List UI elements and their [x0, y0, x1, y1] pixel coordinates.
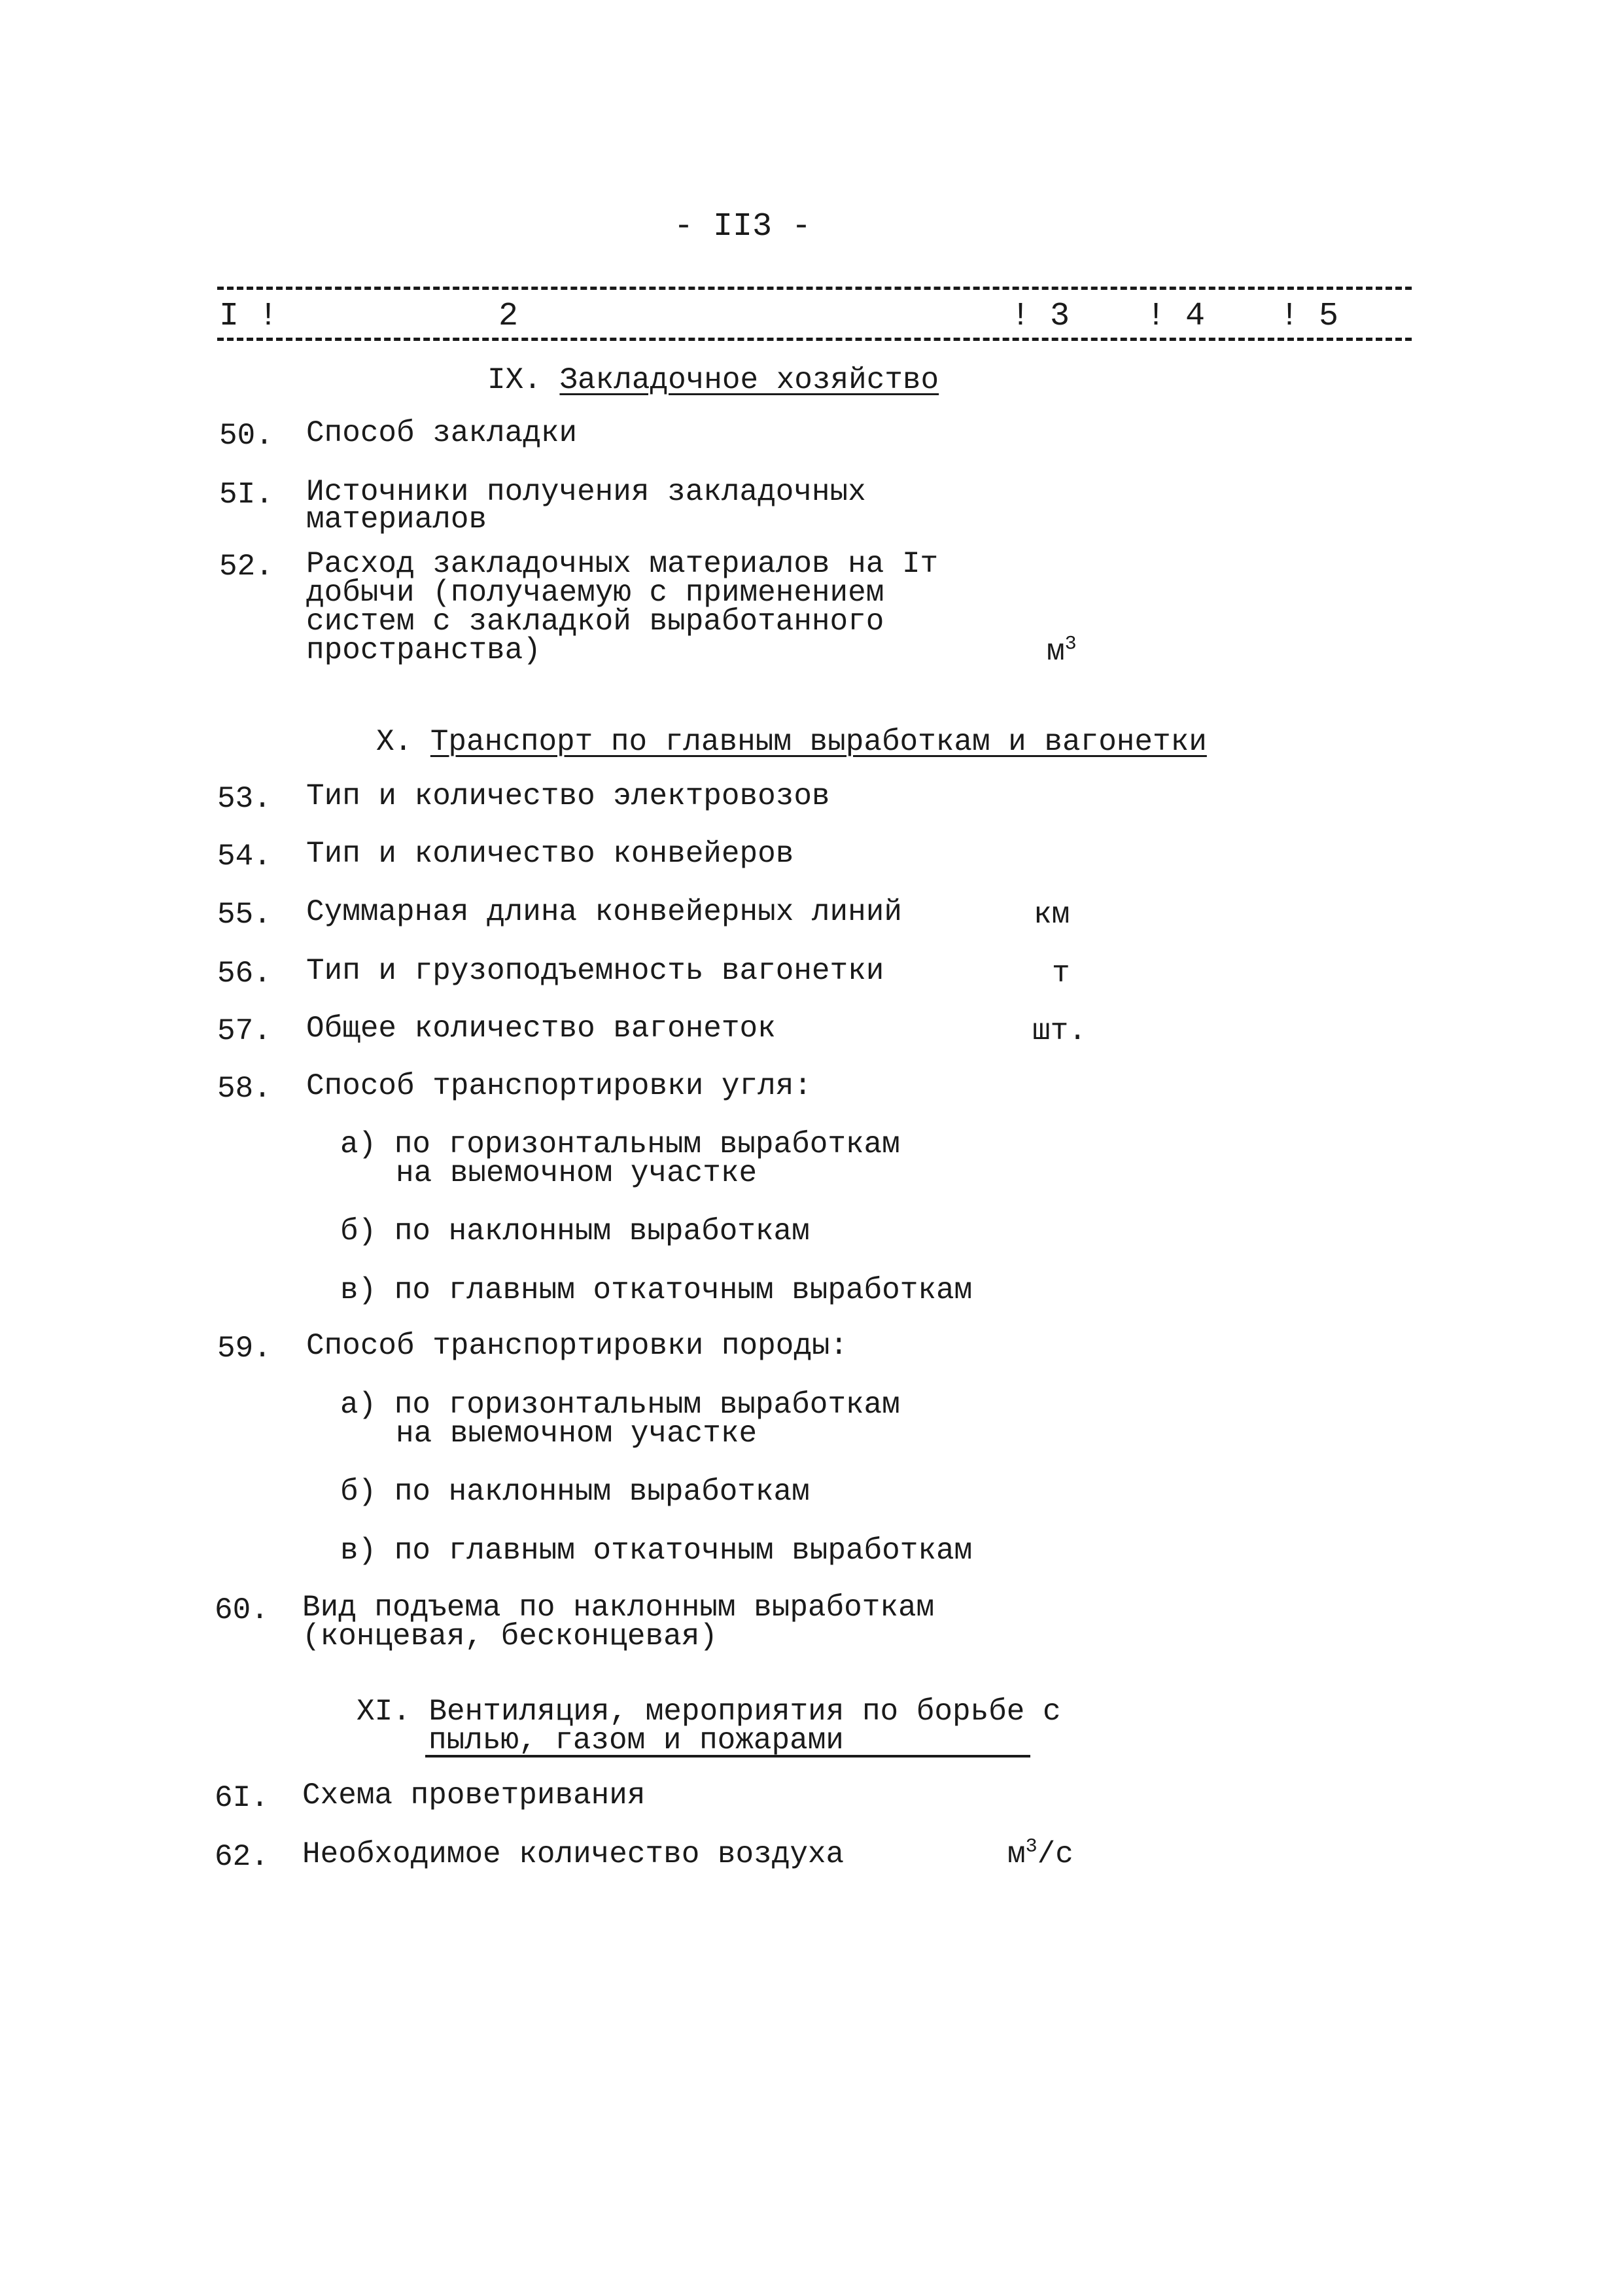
item-62-unit-tail: /с — [1037, 1837, 1073, 1871]
item-59-option-a-line2: на выемочном участке — [396, 1417, 758, 1451]
column-header-5: ! 5 — [1280, 298, 1339, 335]
column-header-4: ! 4 — [1146, 298, 1206, 335]
item-51-line2: материалов — [306, 503, 487, 537]
item-62-unit-exponent: 3 — [1025, 1835, 1038, 1858]
section-x-title: Транспорт по главным выработкам и вагонетки — [430, 725, 1207, 759]
item-61-number: 6I. — [215, 1781, 269, 1815]
section-ix-heading — [487, 363, 939, 397]
item-50-number: 50. — [219, 419, 273, 453]
section-x-heading — [376, 725, 1207, 759]
section-x-number: X. — [376, 725, 413, 759]
section-ix-title: Закладочное хозяйство — [559, 363, 939, 397]
item-56-unit: т — [1052, 957, 1070, 991]
page-number: - II3 - — [674, 208, 812, 245]
header-bottom-rule — [217, 338, 1412, 341]
item-57-number: 57. — [217, 1014, 271, 1048]
item-62-text: Необходимое количество воздуха — [302, 1837, 845, 1871]
column-header-1: I ! — [219, 298, 279, 335]
column-header-3: ! 3 — [1011, 298, 1070, 335]
item-52-line2: добычи (получаемую с применением — [306, 576, 884, 610]
item-56-text: Тип и грузоподъемность вагонетки — [306, 954, 884, 988]
item-58-text: Способ транспортировки угля: — [306, 1069, 812, 1103]
item-59-text: Способ транспортировки породы: — [306, 1329, 848, 1363]
item-51-number: 5I. — [219, 478, 273, 512]
item-60-line2: (концевая, бесконцевая) — [302, 1619, 718, 1653]
item-52-unit-exponent: 3 — [1064, 633, 1077, 656]
section-ix-number: IX. — [487, 363, 542, 397]
item-52-unit — [1047, 635, 1077, 669]
item-58-number: 58. — [217, 1072, 271, 1106]
item-59-number: 59. — [217, 1332, 271, 1366]
item-58-option-c: в) по главным откаточным выработкам — [340, 1273, 973, 1307]
item-55-text: Суммарная длина конвейерных линий — [306, 895, 902, 929]
item-55-number: 55. — [217, 898, 271, 932]
item-58-option-a-line1: а) по горизонтальным выработкам — [340, 1127, 900, 1161]
item-52-unit-base: м — [1047, 635, 1065, 669]
section-xi-underline — [425, 1755, 1030, 1757]
item-59-option-b: б) по наклонным выработкам — [340, 1475, 810, 1509]
item-57-unit: шт. — [1032, 1014, 1087, 1048]
item-59-option-a-line1: а) по горизонтальным выработкам — [340, 1388, 900, 1422]
item-61-text: Схема проветривания — [302, 1778, 646, 1812]
item-58-option-b: б) по наклонным выработкам — [340, 1214, 810, 1248]
item-60-number: 60. — [215, 1593, 269, 1627]
item-62-unit — [1007, 1837, 1073, 1871]
item-53-number: 53. — [217, 782, 271, 816]
item-54-number: 54. — [217, 839, 271, 874]
item-58-option-a-line2: на выемочном участке — [396, 1156, 758, 1190]
section-xi-title-line1: Вентиляция, мероприятия по борьбе с — [428, 1695, 1061, 1729]
item-52-line3: систем с закладкой выработанного — [306, 605, 884, 639]
item-55-unit: км — [1034, 898, 1070, 932]
item-60-line1: Вид подъема по наклонным выработкам — [302, 1591, 935, 1625]
section-xi-title-line2: пылью, газом и пожарами — [428, 1723, 844, 1757]
item-51-line1: Источники получения закладочных — [306, 475, 866, 509]
item-52-line1: Расход закладочных материалов на Iт — [306, 547, 939, 581]
item-62-unit-base: м — [1007, 1837, 1026, 1871]
item-50-text: Способ закладки — [306, 416, 578, 450]
item-57-text: Общее количество вагонеток — [306, 1012, 776, 1046]
item-59-option-c: в) по главным откаточным выработкам — [340, 1534, 973, 1568]
header-top-rule — [217, 287, 1412, 290]
item-54-text: Тип и количество конвейеров — [306, 837, 794, 871]
item-52-number: 52. — [219, 550, 273, 584]
item-56-number: 56. — [217, 957, 271, 991]
item-53-text: Тип и количество электровозов — [306, 779, 830, 813]
item-52-line4: пространства) — [306, 633, 541, 667]
section-xi-number: XI. — [357, 1695, 411, 1729]
column-header-2: 2 — [498, 298, 519, 335]
item-62-number: 62. — [215, 1840, 269, 1874]
